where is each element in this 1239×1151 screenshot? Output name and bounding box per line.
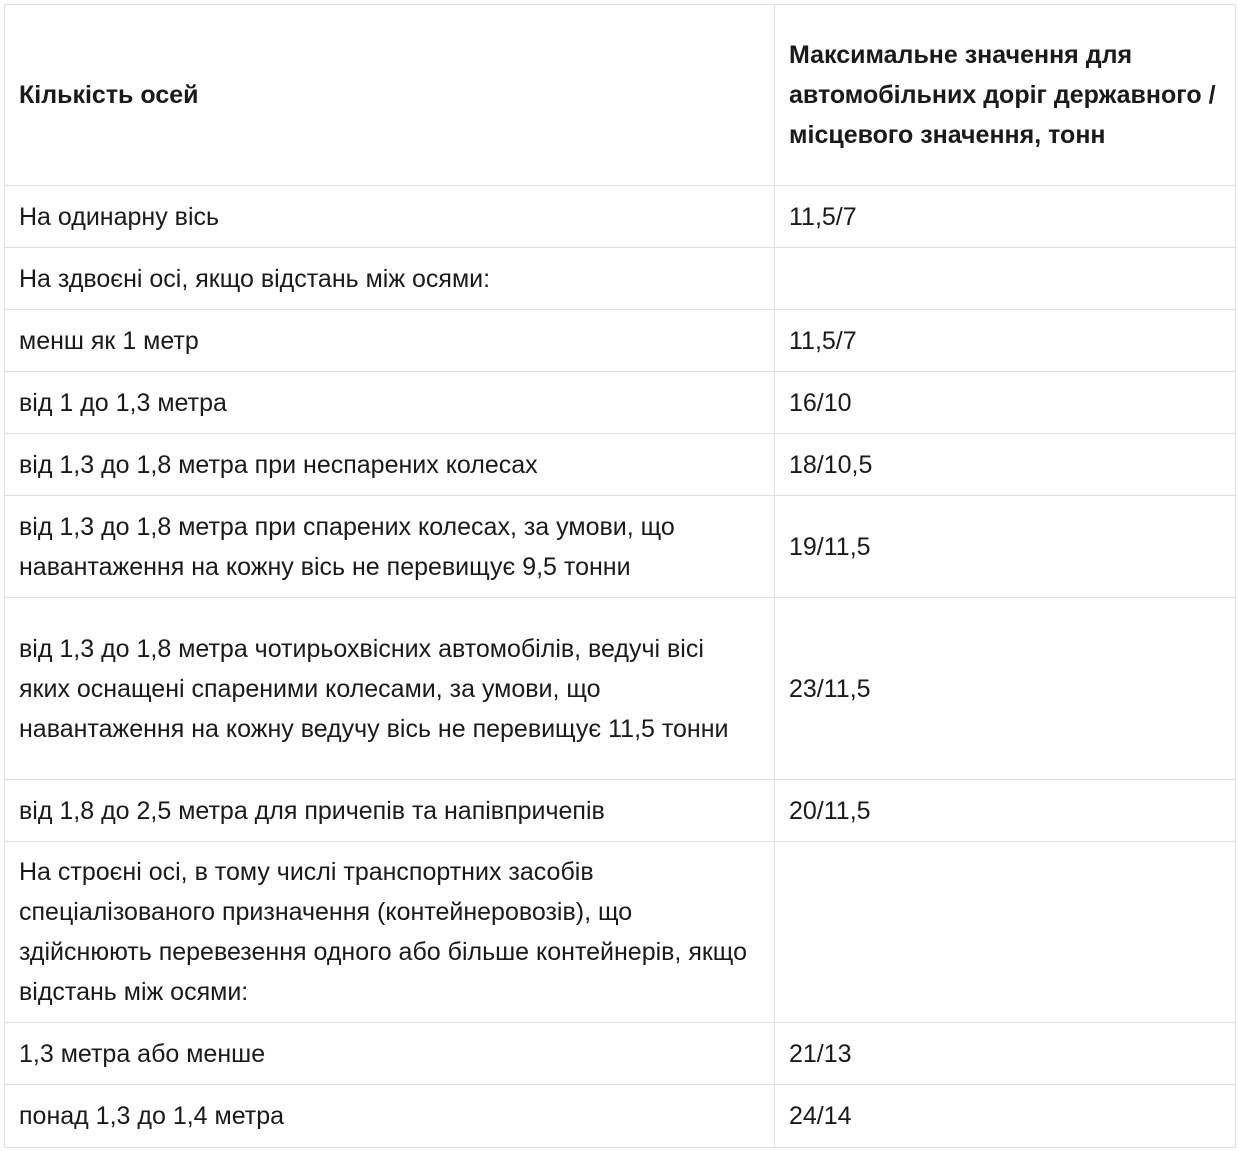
cell-axles: від 1 до 1,3 метра <box>5 372 775 434</box>
cell-axles: На строєні осі, в тому числі транспортних засобів спеціалізованого призначення (контейнеровозів), що здійснюють перевезення одного або більше контейнерів, якщо відстань між осями: <box>5 842 775 1023</box>
cell-max <box>775 248 1236 310</box>
cell-max: 23/11,5 <box>775 598 1236 780</box>
cell-axles: менш як 1 метр <box>5 310 775 372</box>
cell-max: 24/14 <box>775 1085 1236 1148</box>
cell-axles: 1,3 метра або менше <box>5 1023 775 1085</box>
header-axle-count: Кількість осей <box>5 5 775 186</box>
cell-max: 18/10,5 <box>775 434 1236 496</box>
axle-load-table-container <box>4 4 1235 1148</box>
cell-max: 16/10 <box>775 372 1236 434</box>
table-row <box>5 434 1236 496</box>
table-row <box>5 1085 1236 1148</box>
cell-axles: На одинарну вісь <box>5 186 775 248</box>
table-row <box>5 186 1236 248</box>
cell-axles: На здвоєні осі, якщо відстань між осями: <box>5 248 775 310</box>
cell-max <box>775 842 1236 1023</box>
table-header-row <box>5 5 1236 186</box>
table-row <box>5 372 1236 434</box>
header-max-value: Максимальне значення для автомобільних доріг державного / місцевого значення, тонн <box>775 5 1236 186</box>
cell-max: 21/13 <box>775 1023 1236 1085</box>
table-row <box>5 248 1236 310</box>
table-row <box>5 842 1236 1023</box>
cell-axles: від 1,8 до 2,5 метра для причепів та напівпричепів <box>5 780 775 842</box>
table-row <box>5 496 1236 598</box>
table-row <box>5 310 1236 372</box>
cell-axles: від 1,3 до 1,8 метра чотирьохвісних автомобілів, ведучі вісі яких оснащені спареними колесами, за умови, що навантаження на кожну ведучу вісь не перевищує 11,5 тонни <box>5 598 775 780</box>
cell-max: 11,5/7 <box>775 186 1236 248</box>
cell-axles: від 1,3 до 1,8 метра при спарених колесах, за умови, що навантаження на кожну вісь не перевищує 9,5 тонни <box>5 496 775 598</box>
cell-axles: понад 1,3 до 1,4 метра <box>5 1085 775 1148</box>
cell-max: 19/11,5 <box>775 496 1236 598</box>
cell-max: 20/11,5 <box>775 780 1236 842</box>
table-row <box>5 1023 1236 1085</box>
table-row <box>5 780 1236 842</box>
table-row <box>5 598 1236 780</box>
cell-max: 11,5/7 <box>775 310 1236 372</box>
axle-load-table <box>4 4 1236 1148</box>
cell-axles: від 1,3 до 1,8 метра при неспарених колесах <box>5 434 775 496</box>
